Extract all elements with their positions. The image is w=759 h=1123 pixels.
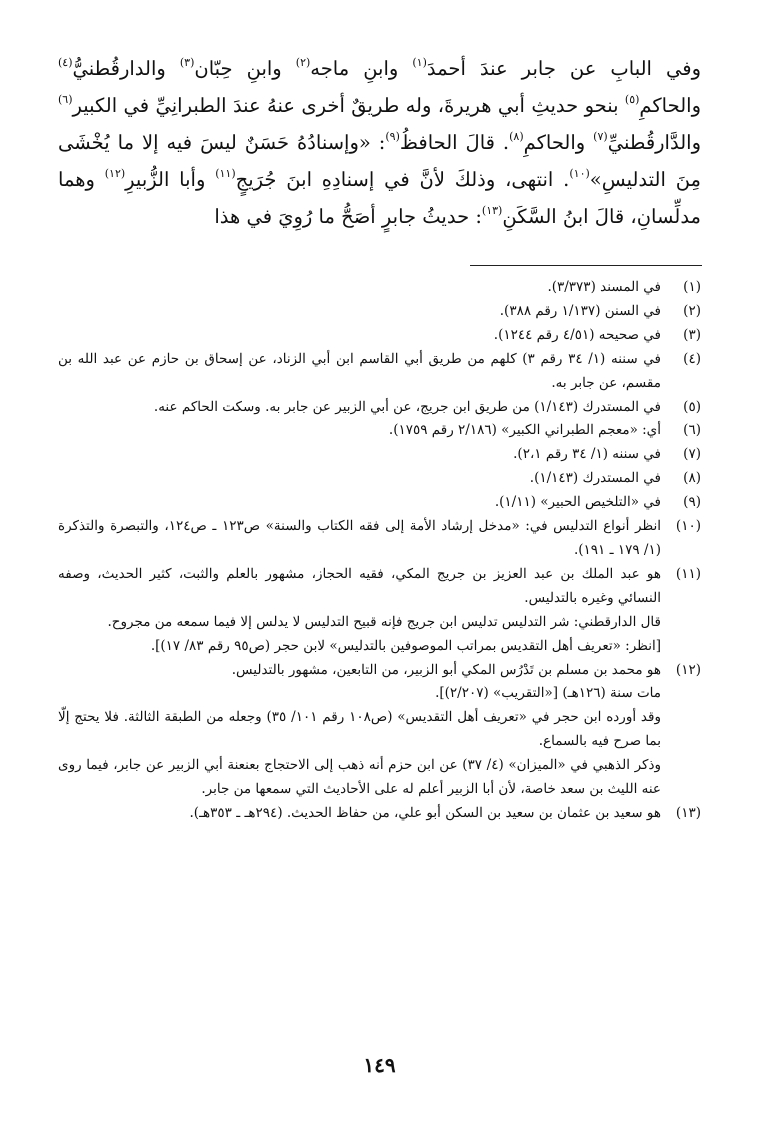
footnote-ref: (١٣) [481,204,503,217]
footnote-text: في «التلخيص الحبير» (١/١١). [494,494,661,511]
footnote-ref: (١٠) [569,167,590,180]
footnote-item [58,324,701,348]
footnote-number: (١٢) [675,661,701,678]
footnote-number: (٢) [683,302,701,319]
footnote-item [58,419,701,443]
footnote-continuation: قال الدارقطني: شر التدليس تدليس ابن جريج فإنه قبيح التدليس لا يدلس إلا فيما سمعه من مجروح. [107,613,661,630]
footnote-text: في صحيحه (٤/٥١ رقم ١٢٤٤). [493,326,661,343]
text-segment: وابنِ حِبّان [194,57,296,80]
footnote-ref: (٧) [593,130,608,143]
footnote-number: (٥) [683,398,701,415]
text-segment: . قالَ الحافظُ [399,131,510,154]
footnote-text: هو سعيد بن عثمان بن سعيد بن السكن أبو علي، من حفاظ الحديث. (٢٩٤هـ ـ ٣٥٣هـ). [189,804,661,821]
footnote-number: (٧) [683,446,701,463]
footnote-text: انظر أنواع التدليس في: «مدخل إرشاد الأمة إلى فقه الكتاب والسنة» ص١٢٣ ـ ص١٢٤، والتبصرة والتذكرة (١/ ١٧٩ ـ ١٩١). [58,518,661,558]
footnote-number: (١١) [675,565,701,582]
main-text [58,50,701,235]
footnote-ref: (٨) [509,130,524,143]
footnote-text: في المستدرك (١/١٤٣) من طريق ابن جريج، عن أبي الزبير عن جابر به. وسكت الحاكم عنه. [153,398,661,415]
footnote-ref: (٢) [295,56,311,69]
footnote-separator [470,265,702,266]
footnote-item [58,300,701,324]
footnote-number: (٩) [683,494,701,511]
footnote-number: (٤) [683,350,701,367]
footnote-continuation: وذكر الذهبي في «الميزان» (٤/ ٣٧) عن ابن حزم أنه ذهب إلى الاحتجاج بعنعنة أبي الزبير عن جابر، فيما روى عنه الليث بن سعد خاصة، لأن أبا الزبير أعلم له على الأحاديث التي سمعها من جابر. [58,757,661,798]
text-segment: وابنِ ماجه [310,57,413,80]
footnote-item [58,802,701,826]
footnote-item [58,515,701,563]
footnote-ref: (٦) [58,93,73,106]
text-segment: وفي البابِ عن جابر عندَ أحمدَ [426,57,701,80]
text-segment: وهما مدلِّسانِ، قالَ ابنُ السَّكَنِ [58,168,701,228]
text-segment: وأبا الزُّبيرِ [125,168,216,191]
footnote-number: (٣) [683,326,701,343]
footnote-ref: (١١) [215,167,236,180]
footnote-ref: (٤) [58,56,73,69]
footnote-text: في المسند (٣/٣٧٣). [547,279,661,295]
footnote-item [58,443,701,467]
footnote-item [58,659,701,683]
footnote-item [58,467,701,491]
footnote-item [58,491,701,515]
footnote-number: (١) [683,279,701,295]
text-segment: والدارقُطنيُّ [72,57,180,80]
footnote-ref: (٣) [179,56,195,69]
footnote-item [58,396,701,420]
footnote-text: في المستدرك (١/١٤٣). [529,470,661,487]
footnote-continuation: وقد أورده ابن حجر في «تعريف أهل التقديس» (ص١٠٨ رقم ١٠١/ ٣٥) وجعله من الطبقة الثالثة. فلا يحتج إلّا بما صرح فيه بالسماع. [58,709,661,750]
text-segment: والحاكمِ [523,131,594,154]
footnote-continuation: مات سنة (١٢٦هـ) [«التقريب» (٢/٢٠٧)]. [435,685,661,702]
footnote-text: هو محمد بن مسلم بن تَدْرُس المكي أبو الزبير، من التابعين، مشهور بالتدليس. [231,661,661,678]
footnote-number: (١٠) [675,518,701,535]
text-segment: : «وإسنادُهُ حَسَنٌ ليسَ فيه إلا ما يُخْشَى مِنَ التدليسِ» [58,131,701,191]
footnote-ref: (٥) [624,93,640,106]
footnote-text: أي: «معجم الطبراني الكبير» (٢/١٨٦ رقم ١٧٥٩). [388,422,661,439]
footnote-number: (١٣) [675,804,701,821]
footnote-item [58,348,701,396]
text-segment: . انتهى، وذلكَ لأنَّ في إسنادِهِ ابنَ جُرَيجٍ [235,168,570,191]
footnote-text: هو عبد الملك بن عبد العزيز بن جريج المكي، فقيه الحجاز، مشهور بالعلم والثبت، كثير الحديث، وصفه النسائي وغيره بالتدليس. [58,565,661,606]
footnote-item [58,276,701,300]
footnote-number: (٦) [683,422,701,439]
footnote-item [58,563,701,611]
footnote-text: في سننه (١/ ٣٤ رقم ٢،١). [513,446,661,463]
text-segment: بنحو حديثِ أبي هريرةَ، وله طريقٌ أخرى عنهُ عندَ الطبرانِيِّ في الكبير [72,94,625,117]
footnote-text: في السنن (١/١٣٧ رقم ٣٨٨). [499,302,661,319]
footnote-ref: (١٢) [104,167,126,180]
text-segment: والحاكمِ [639,94,701,117]
page-number: ١٤٩ [363,1053,396,1077]
footnote-number: (٨) [683,470,701,487]
text-segment: : حديثُ جابرٍ أصَحُّ ما رُوِيَ في هذا [214,205,482,228]
footnote-text: في سننه (١/ ٣٤ رقم ٣) كلهم من طريق أبي القاسم ابن أبي الزناد، عن إسحاق بن حازم عن عبد الله بن مقسم، عن جابر به. [58,350,661,391]
footnotes [58,276,701,826]
text-segment: والدَّارقُطنيِّ [607,131,701,154]
footnote-ref: (٩) [385,130,400,143]
footnote-continuation: [انظر: «تعريف أهل التقديس بمراتب الموصوفين بالتدليس» لابن حجر (ص٩٥ رقم ٨٣/ ١٧)]. [150,637,661,654]
footnote-ref: (١) [412,56,427,69]
